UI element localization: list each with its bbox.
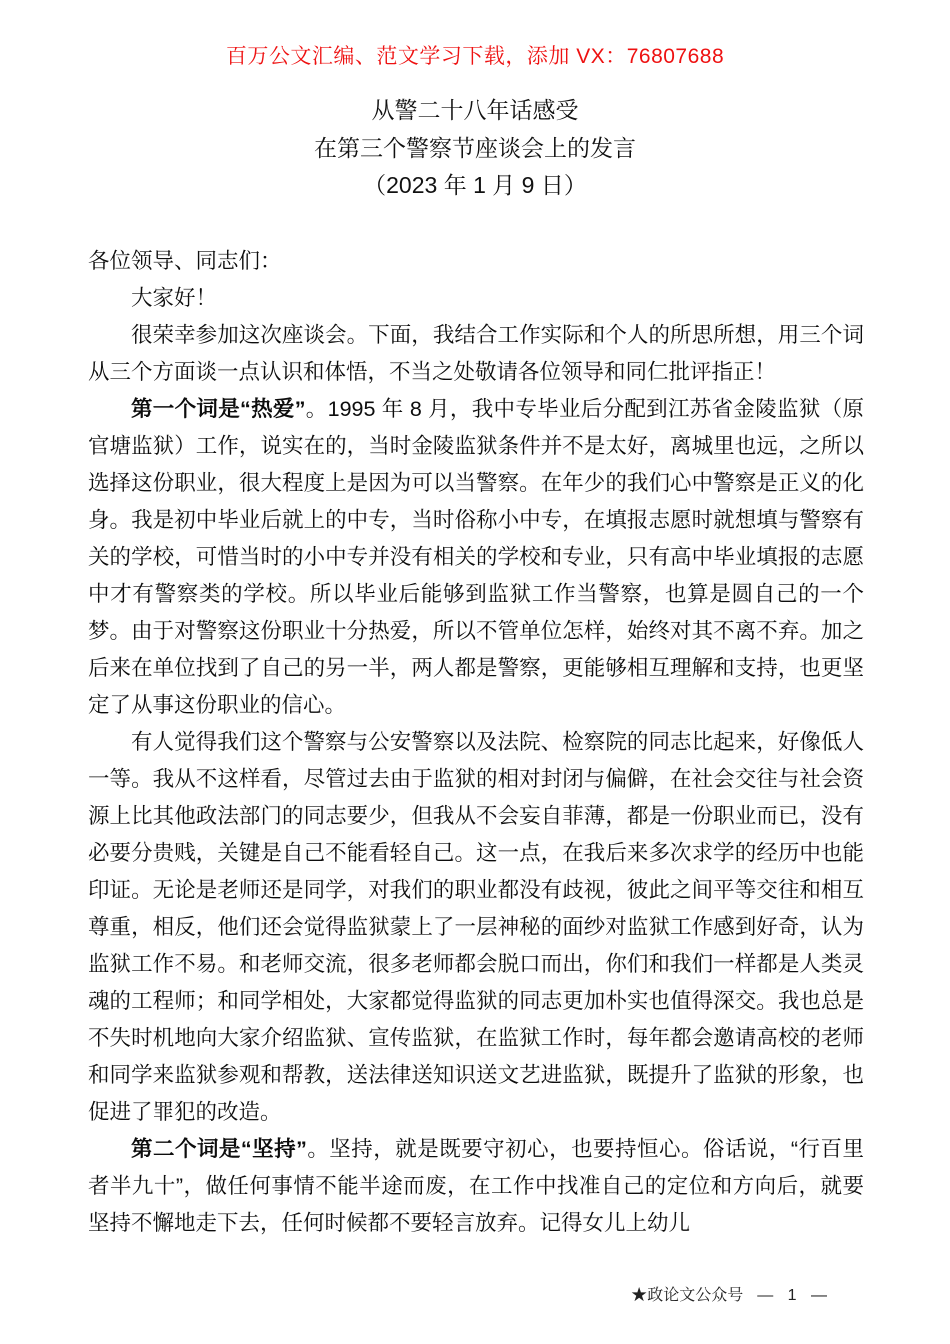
star-icon: ★: [631, 1286, 648, 1304]
header-notice: 百万公文汇编、范文学习下载，添加 VX：76807688: [225, 45, 725, 68]
first-word-text: 。1995 年 8 月，我中专毕业后分配到江苏省金陵监狱（原官塘监狱）工作，说实在的，当时金陵监狱条件并不是太好，离城里也远，之所以选择这份职业，很大程度上是因为可以当警察。在年少的我们心中警察是正义的化身。我是初中毕业后就上的中专，当时俗称小中专，在填报志愿时就想填与警察有关的学校，可惜当时的小中专并没有相关的学校和专业，只有高中毕业填报的志愿中才有警察类的学校。所以毕业后能够到监狱工作当警察，也算是圆自己的一个梦。由于对警察这份职业十分热爱，所以不管单位怎样，始终对其不离不弃。加之后来在单位找到了自己的另一半，两人都是警察，更能够相互理解和支持，也更坚定了从事这份职业的信心。: [88, 396, 864, 717]
paragraph-first-word-continued: 有人觉得我们这个警察与公安警察以及法院、检察院的同志比起来，好像低人一等。我从不这样看，尽管过去由于监狱的相对封闭与偏僻，在社会交往与社会资源上比其他政法部门的同志要少，但我从不会妄自菲薄，都是一份职业而已，没有必要分贵贱，关键是自己不能看轻自己。这一点，在我后来多次求学的经历中也能印证。无论是老师还是同学，对我们的职业都没有歧视，彼此之间平等交往和相互尊重，相反，他们还会觉得监狱蒙上了一层神秘的面纱对监狱工作感到好奇，认为监狱工作不易。和老师交流，很多老师都会脱口而出，你们和我们一样都是人类灵魂的工程师；和同学相处，大家都觉得监狱的同志更加朴实也值得深交。我也总是不失时机地向大家介绍监狱、宣传监狱，在监狱工作时，每年都会邀请高校的老师和同学来监狱参观和帮教，送法律送知识送文艺进监狱，既提升了监狱的形象，也促进了罪犯的改造。: [88, 729, 864, 1124]
first-word-lead: 第一个词是“热爱”: [131, 396, 306, 421]
paragraph-second-word: [88, 1131, 864, 1242]
page-number: — 1 —: [757, 1286, 827, 1304]
second-word-lead: 第二个词是“坚持”: [131, 1136, 307, 1161]
document-title-line-1: 从警二十八年话感受: [371, 97, 579, 123]
document-date: （2023 年 1 月 9 日）: [363, 172, 587, 198]
intro-paragraph: 很荣幸参加这次座谈会。下面，我结合工作实际和个人的所思所想，用三个词从三个方面谈一点认识和体悟，不当之处敬请各位领导和同仁批评指正！: [88, 322, 864, 384]
salutation: 各位领导、同志们：: [88, 248, 282, 273]
second-word-text: 。坚持，就是既要守初心，也要持恒心。俗话说，“行百里者半九十”，做任何事情不能半途而废，在工作中找准自己的定位和方向后，就要坚持不懈地走下去，任何时候都不要轻言放弃。记得女儿上幼儿: [88, 1136, 864, 1235]
paragraph-first-word: [88, 391, 864, 724]
title-block: [0, 92, 950, 205]
greeting: 大家好！: [131, 285, 218, 310]
page-footer: [0, 1286, 950, 1306]
document-title-line-2: 在第三个警察节座谈会上的发言: [314, 134, 636, 161]
document-body: [88, 243, 864, 1242]
footer-brand: 政论文公众号: [647, 1286, 744, 1304]
